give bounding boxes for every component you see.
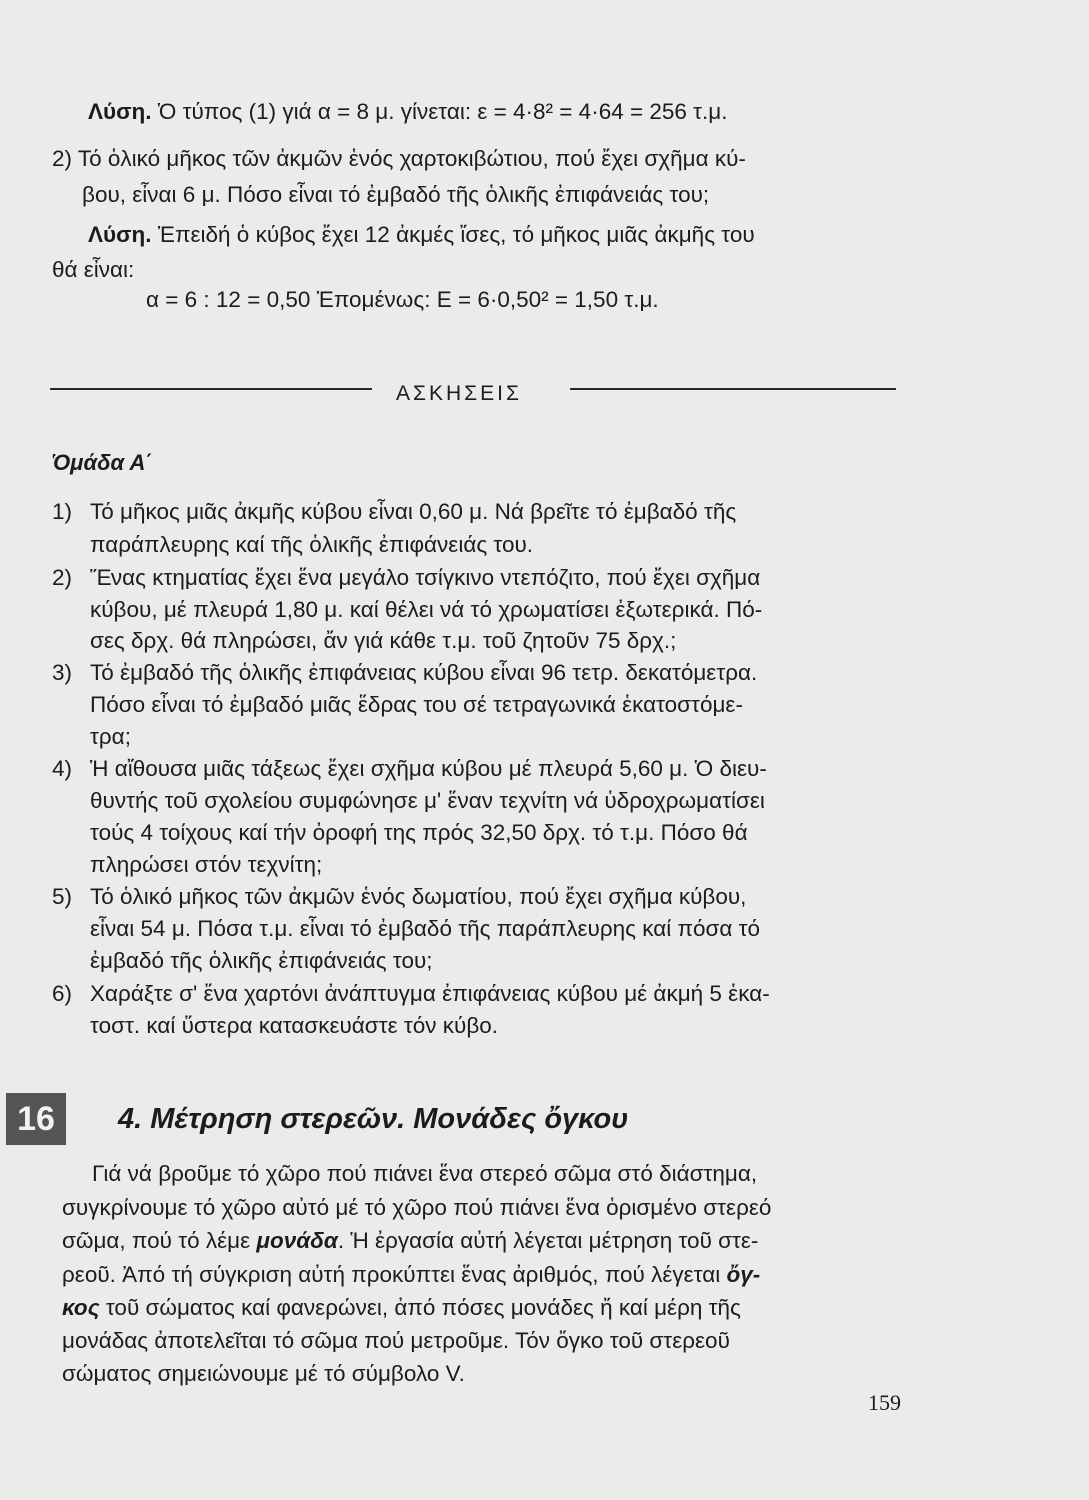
paragraph-text: . Ἡ ἐργασία αὐτή λέγεται μέτρηση τοῦ στε- xyxy=(337,1228,759,1253)
paragraph-line-6: μονάδας ἀποτελεῖται τό σῶμα πού μετροῦμε. Τόν ὄγκο τοῦ στερεοῦ xyxy=(62,1328,730,1353)
exercise-5-line-3: ἐμβαδό τῆς ὁλικῆς ἐπιφάνειάς του; xyxy=(90,948,433,973)
exercise-1-line-2: παράπλευρης καί τῆς ὁλικῆς ἐπιφάνειάς του. xyxy=(90,532,534,557)
exercise-4-line-1: Ἡ αἴθουσα μιᾶς τάξεως ἔχει σχῆμα κύβου μέ πλευρά 5,60 μ. Ὁ διευ- xyxy=(90,756,767,781)
exercise-3-line-2: Πόσο εἶναι τό ἐμβαδό μιᾶς ἕδρας του σέ τετραγωνικά ἑκατοστόμε- xyxy=(90,692,743,717)
solution-label: Λύση. xyxy=(88,99,152,124)
paragraph-line-4 xyxy=(62,1261,760,1289)
term-volume: ὄγ- xyxy=(726,1262,761,1287)
paragraph-text: τοῦ σώματος καί φανερώνει, ἀπό πόσες μονάδες ἤ καί μέρη τῆς xyxy=(99,1295,741,1320)
page-number: 159 xyxy=(868,1390,901,1415)
solution-1-text: Ὁ τύπος (1) γιά α = 8 μ. γίνεται: ε = 4·8² = 4·64 = 256 τ.μ. xyxy=(151,99,728,124)
paragraph-line-5 xyxy=(62,1294,741,1322)
exercise-number: 1) xyxy=(52,499,73,524)
exercise-5-line-2: εἶναι 54 μ. Πόσα τ.μ. εἶναι τό ἐμβαδό τῆς παράπλευρης καί πόσα τό xyxy=(90,916,761,941)
solution-label: Λύση. xyxy=(88,222,152,247)
exercise-6-line-1: Χαράξτε σ' ἕνα χαρτόνι ἀνάπτυγμα ἐπιφάνειας κύβου μέ ἀκμή 5 ἑκα- xyxy=(90,981,770,1006)
exercise-number: 5) xyxy=(52,884,73,909)
term-unit: μονάδα xyxy=(256,1228,338,1253)
paragraph-text: ρεοῦ. Ἀπό τή σύγκριση αὐτή προκύπτει ἕνας ἀριθμός, πού λέγεται xyxy=(62,1262,727,1287)
problem-2-line-2: βου, εἶναι 6 μ. Πόσο εἶναι τό ἐμβαδό τῆς ὁλικῆς ἐπιφάνειάς του; xyxy=(82,182,710,207)
divider-right xyxy=(570,388,896,390)
exercise-number: 3) xyxy=(52,660,73,685)
exercise-4-line-2: θυντής τοῦ σχολείου συμφώνησε μ' ἕναν τεχνίτη νά ὑδροχρωματίσει xyxy=(90,788,765,813)
exercise-5-line-1: Τό ὁλικό μῆκος τῶν ἀκμῶν ἑνός δωματίου, πού ἔχει σχῆμα κύβου, xyxy=(90,884,747,909)
exercise-2-line-2: κύβου, μέ πλευρά 1,80 μ. καί θέλει νά τό χρωματίσει ἐξωτερικά. Πό- xyxy=(90,597,763,622)
exercise-1-line-1: Τό μῆκος μιᾶς ἀκμῆς κύβου εἶναι 0,60 μ. Νά βρεῖτε τό ἐμβαδό τῆς xyxy=(90,499,737,524)
exercise-3-line-3: τρα; xyxy=(90,724,131,749)
exercise-4-line-3: τούς 4 τοίχους καί τήν ὀροφή της πρός 32,50 δρχ. τό τ.μ. Πόσο θά xyxy=(90,820,748,845)
solution-2-line-3: α = 6 : 12 = 0,50 Ἐπομένως: Ε = 6·0,50² = 1,50 τ.μ. xyxy=(146,287,659,312)
paragraph-line-7: σώματος σημειώνουμε μέ τό σύμβολο V. xyxy=(62,1361,465,1386)
exercise-number: 4) xyxy=(52,756,73,781)
solution-1-line xyxy=(88,98,728,126)
exercise-6-line-2: τοστ. καί ὕστερα κατασκευάστε τόν κύβο. xyxy=(90,1013,499,1038)
exercise-group-label: Ὁμάδα Α΄ xyxy=(52,450,153,475)
section-number-badge: 16 xyxy=(6,1093,66,1145)
exercises-title: ΑΣΚΗΣΕΙΣ xyxy=(396,382,522,405)
problem-2-line-1: 2) Τό ὁλικό μῆκος τῶν ἀκμῶν ἑνός χαρτοκιβώτιου, πού ἔχει σχῆμα κύ- xyxy=(52,146,746,171)
term-volume-cont: κος xyxy=(62,1295,100,1320)
paragraph-line-3 xyxy=(62,1227,758,1255)
section-heading: 4. Μέτρηση στερεῶν. Μονάδες ὄγκου xyxy=(118,1103,629,1135)
solution-2-line-2: θά εἶναι: xyxy=(52,257,135,282)
exercise-2-line-1: Ἕνας κτηματίας ἔχει ἕνα μεγάλο τσίγκινο ντεπόζιτο, πού ἔχει σχῆμα xyxy=(90,565,761,590)
paragraph-line-2: συγκρίνουμε τό χῶρο αὐτό μέ τό χῶρο πού πιάνει ἕνα ὁρισμένο στερεό xyxy=(62,1195,772,1220)
paragraph-text: σῶμα, πού τό λέμε xyxy=(62,1228,257,1253)
exercise-number: 2) xyxy=(52,565,73,590)
solution-2-line-1 xyxy=(88,221,755,249)
divider-left xyxy=(50,388,372,390)
exercise-2-line-3: σες δρχ. θά πληρώσει, ἄν γιά κάθε τ.μ. τοῦ ζητοῦν 75 δρχ.; xyxy=(90,628,677,653)
paragraph-line-1: Γιά νά βροῦμε τό χῶρο πού πιάνει ἕνα στερεό σῶμα στό διάστημα, xyxy=(92,1161,758,1186)
exercise-number: 6) xyxy=(52,981,73,1006)
exercise-4-line-4: πληρώσει στόν τεχνίτη; xyxy=(90,852,323,877)
solution-2-text: Ἐπειδή ὁ κύβος ἔχει 12 ἀκμές ἴσες, τό μῆκος μιᾶς ἀκμῆς του xyxy=(151,222,755,247)
exercise-3-line-1: Τό ἐμβαδό τῆς ὁλικῆς ἐπιφάνειας κύβου εἶναι 96 τετρ. δεκατόμετρα. xyxy=(90,660,758,685)
